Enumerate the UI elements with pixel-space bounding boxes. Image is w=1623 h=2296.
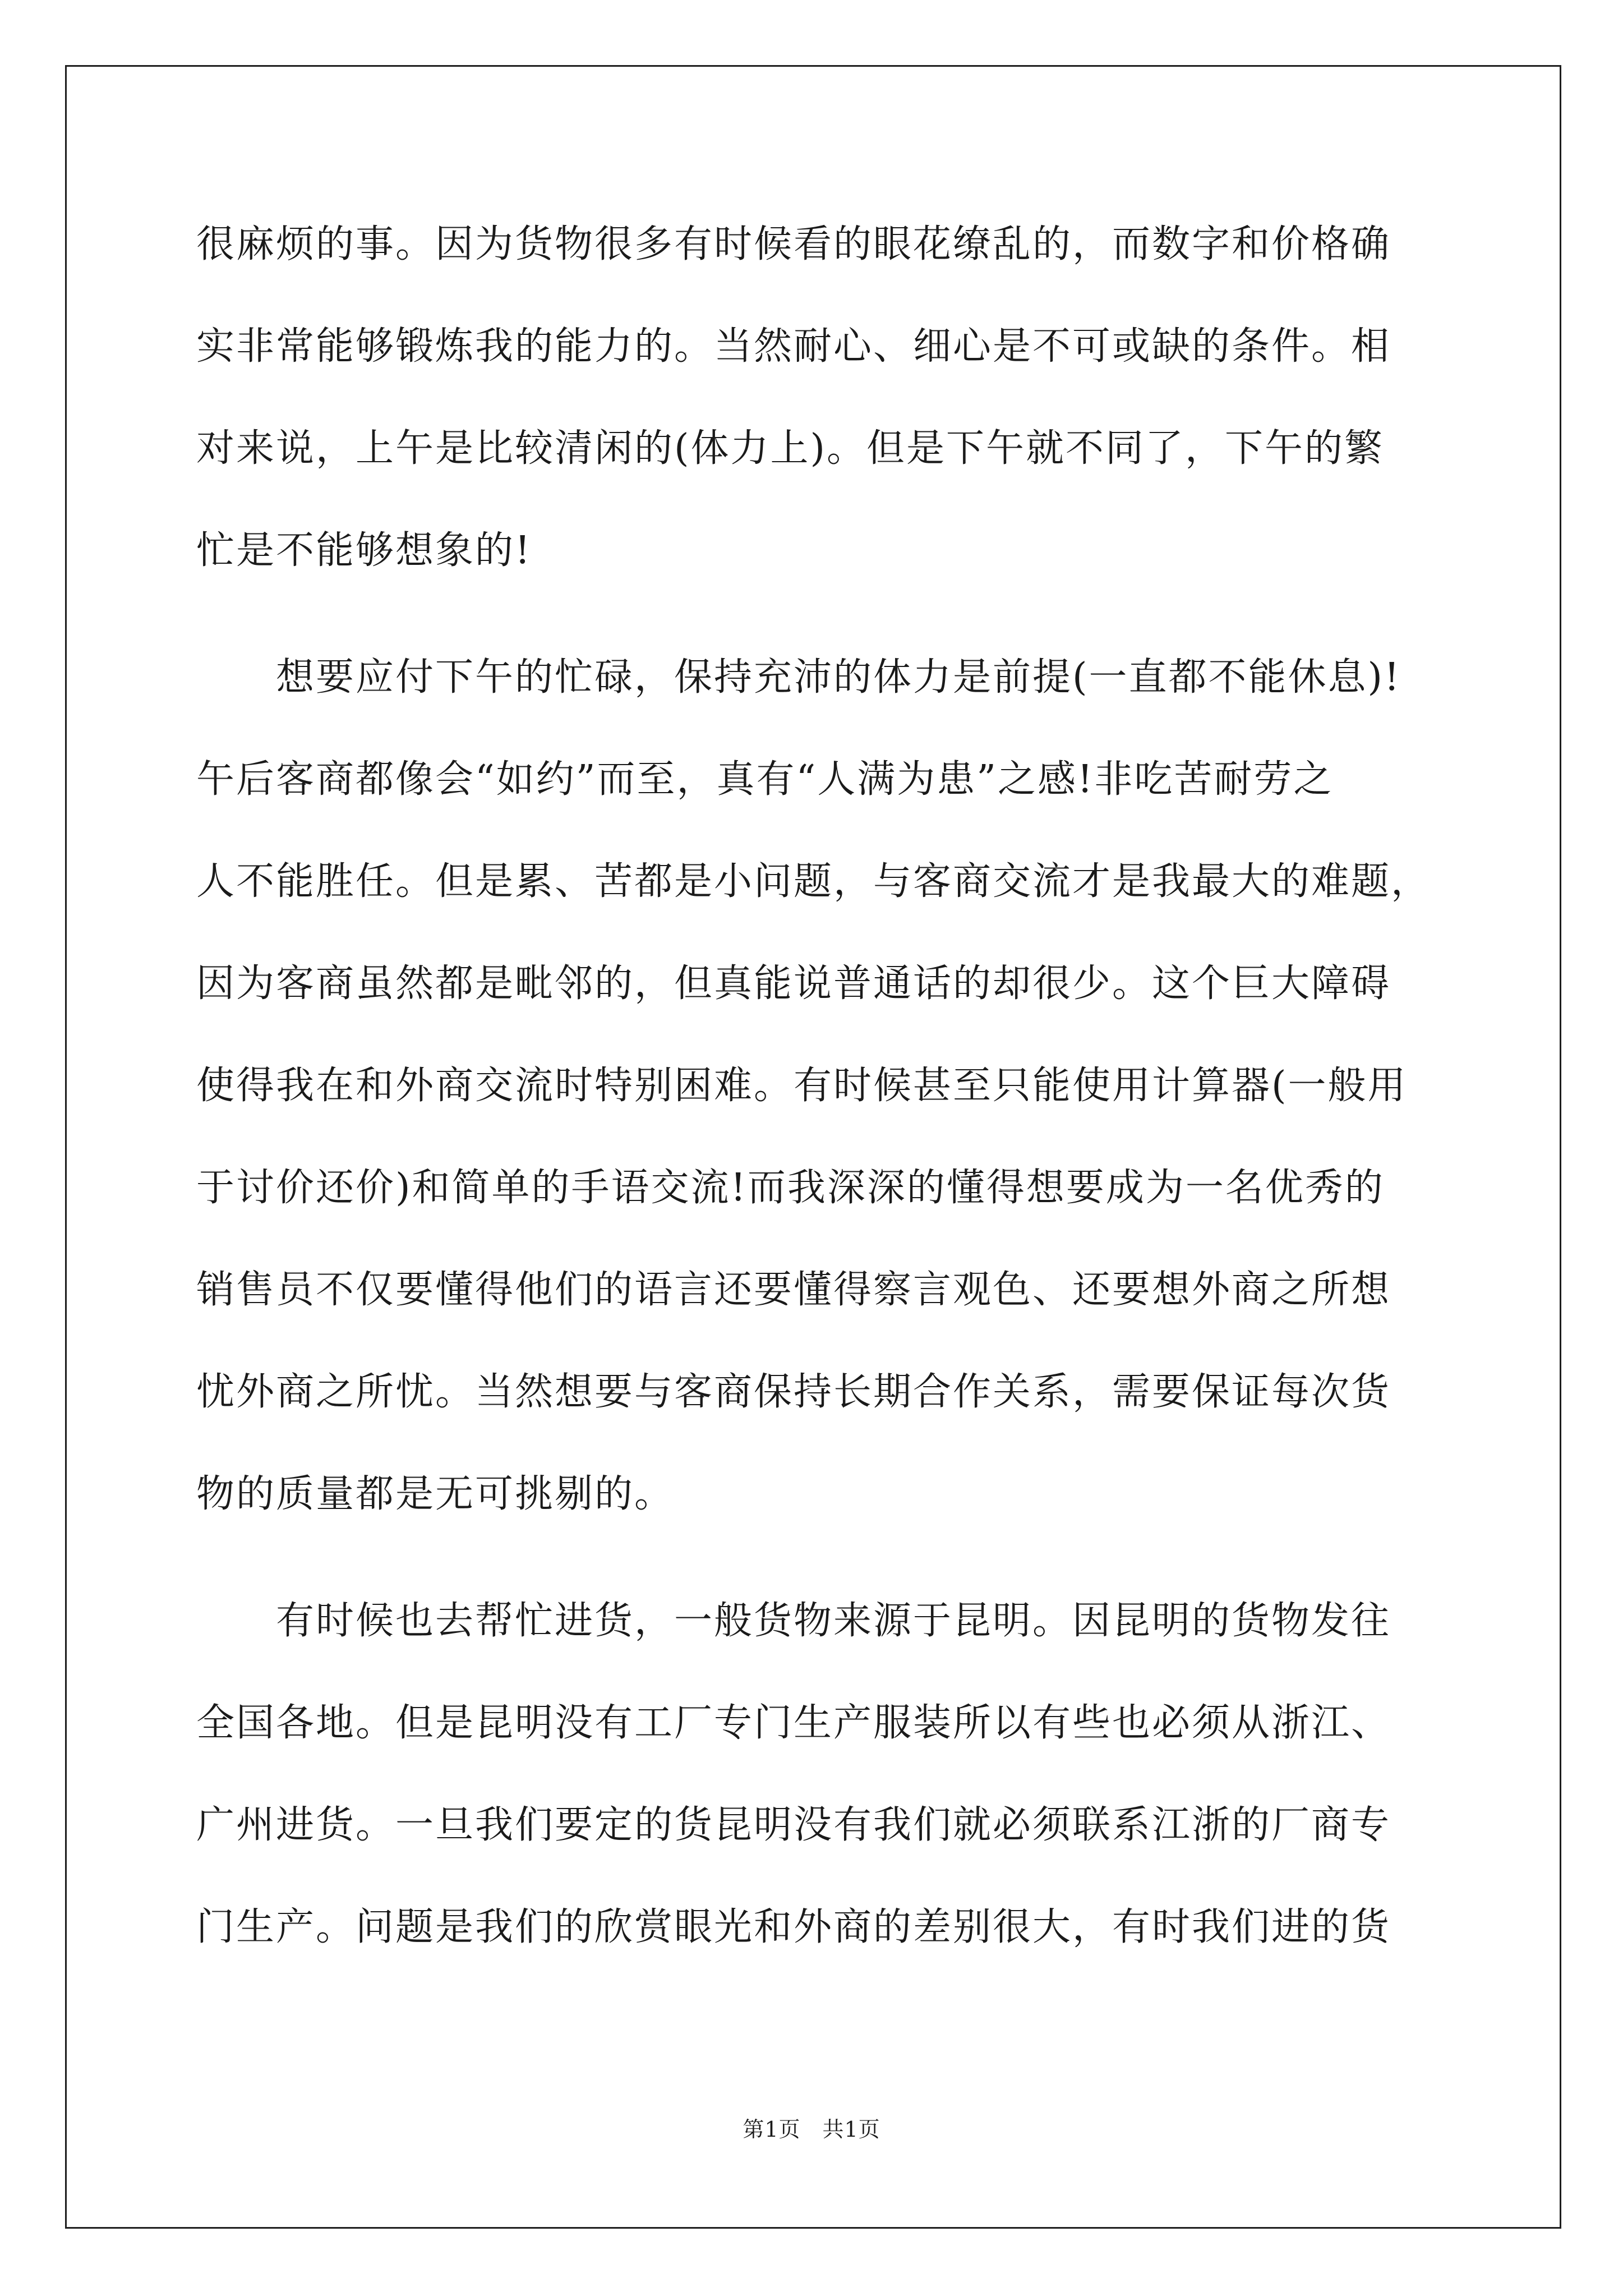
text-line: 广州进货。一旦我们要定的货昆明没有我们就必须联系江浙的厂商专 xyxy=(196,1803,1391,1847)
text-line: 门生产。问题是我们的欣赏眼光和外商的差别很大，有时我们进的货 xyxy=(196,1905,1391,1949)
paragraph-1 xyxy=(196,194,1422,602)
text-line: 人不能胜任。但是累、苦都是小问题，与客商交流才是我最大的难题， xyxy=(196,859,1431,904)
text-line: 忧外商之所忧。当然想要与客商保持长期合作关系，需要保证每次货 xyxy=(196,1370,1391,1414)
paragraph-3 xyxy=(196,1570,1422,1978)
text-line: 有时候也去帮忙进货，一般货物来源于昆明。因昆明的货物发往 xyxy=(196,1599,1391,1643)
text-line: 实非常能够锻炼我的能力的。当然耐心、细心是不可或缺的条件。相 xyxy=(196,324,1391,369)
text-line: 物的质量都是无可挑剔的。 xyxy=(196,1472,675,1516)
document-body xyxy=(196,194,1431,1978)
text-line: 销售员不仅要懂得他们的语言还要懂得察言观色、还要想外商之所想 xyxy=(196,1268,1391,1312)
text-line: 因为客商虽然都是毗邻的，但真能说普通话的却很少。这个巨大障碍 xyxy=(196,961,1391,1006)
text-line: 使得我在和外商交流时特别困难。有时候甚至只能使用计算器(一般用 xyxy=(196,1064,1408,1108)
page-number-footer: 第1页 共1页 xyxy=(743,2117,880,2142)
text-line: 忙是不能够想象的! xyxy=(196,528,532,573)
text-line: 全国各地。但是昆明没有工厂专门生产服装所以有些也必须从浙江、 xyxy=(196,1701,1391,1745)
text-line: 午后客商都像会“如约”而至，真有“人满为患”之感!非吃苦耐劳之 xyxy=(196,757,1334,802)
text-line: 对来说，上午是比较清闲的(体力上)。但是下午就不同了，下午的繁 xyxy=(196,426,1385,471)
text-line: 于讨价还价)和简单的手语交流!而我深深的懂得想要成为一名优秀的 xyxy=(196,1166,1385,1210)
text-line: 很麻烦的事。因为货物很多有时候看的眼花缭乱的，而数字和价格确 xyxy=(196,222,1391,266)
paragraph-2 xyxy=(196,627,1431,1545)
text-line: 想要应付下午的忙碌，保持充沛的体力是前提(一直都不能休息)! xyxy=(196,655,1401,700)
